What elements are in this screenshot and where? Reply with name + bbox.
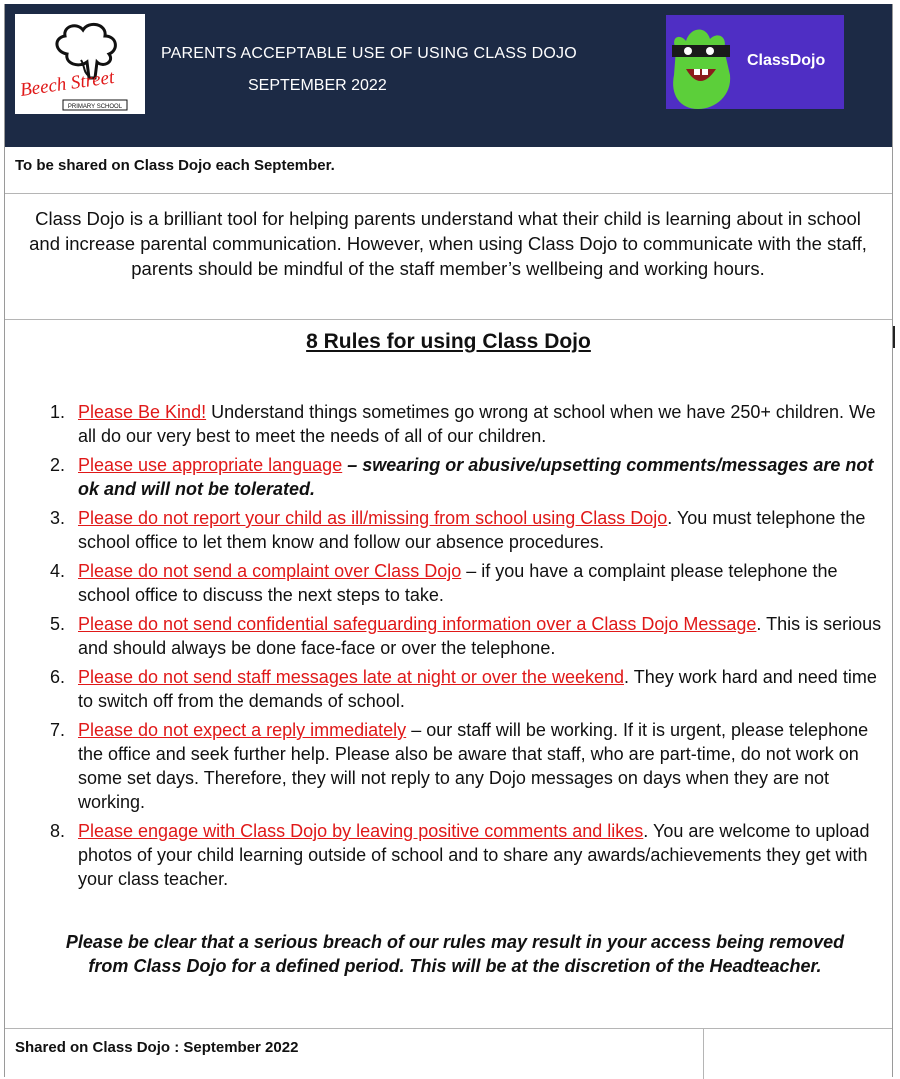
rules-list — [41, 400, 886, 896]
intro-section — [5, 194, 892, 320]
classdojo-brand-text: ClassDojo — [747, 52, 826, 69]
shared-note-row — [5, 147, 892, 194]
school-logo-name: Beech Street — [18, 66, 116, 101]
document-header — [5, 4, 892, 147]
rule-lead: Please do not send a complaint over Class Dojo — [78, 561, 462, 581]
intro-paragraph: Class Dojo is a brilliant tool for helping parents understand what their child is learning about in school and increase parental communication. However, when using Class Dojo to communicate with the staff, parents should be mindful of the staff member’s wellbeing and working hours. — [29, 208, 867, 279]
school-logo-subtitle: PRIMARY SCHOOL — [67, 104, 123, 110]
classdojo-logo — [666, 15, 844, 109]
rule-lead: Please engage with Class Dojo by leaving positive comments and likes — [78, 821, 644, 841]
rule-item — [41, 612, 886, 660]
document-date: SEPTEMBER 2022 — [248, 77, 387, 94]
rule-number: 1. — [49, 402, 65, 422]
rules-heading: 8 Rules for using Class Dojo — [306, 330, 591, 353]
rule-item — [41, 819, 886, 891]
footer-cell-divider — [703, 1029, 704, 1079]
rule-item — [41, 665, 886, 713]
rule-text: . They work hard and need time to switch off from the demands of school. — [78, 667, 877, 711]
text-cursor-icon — [893, 326, 895, 348]
rule-text: . This is serious and should always be done face-face or over the telephone. — [78, 614, 882, 658]
rule-lead: Please do not send confidential safeguarding information over a Class Dojo Message — [78, 614, 757, 634]
rule-lead: Please do not expect a reply immediately — [78, 720, 407, 740]
rule-item — [41, 453, 886, 501]
rule-number: 2. — [49, 455, 65, 475]
rule-number: 7. — [49, 720, 65, 740]
breach-warning: Please be clear that a serious breach of our rules may result in your access being removed from Class Dojo for a defined period. This will be at the discretion of the Headteacher. — [65, 932, 845, 976]
rule-text: . You must telephone the school office to let them know and follow our absence procedures. — [78, 508, 866, 552]
rule-number: 5. — [49, 614, 65, 634]
rule-item — [41, 718, 886, 814]
document-title: PARENTS ACCEPTABLE USE OF USING CLASS DOJO — [161, 45, 577, 62]
rule-number: 4. — [49, 561, 65, 581]
rule-item — [41, 400, 886, 448]
rule-text: – our staff will be working. If it is urgent, please telephone the office and seek further help. Please also be aware that staff, who are part-time, do not work on some set days. Therefore, they will not reply to any Dojo messages on days when they are not working. — [78, 720, 869, 812]
rule-number: 8. — [49, 821, 65, 841]
rule-item — [41, 506, 886, 554]
rule-lead: Please do not report your child as ill/missing from school using Class Dojo — [78, 508, 668, 528]
footer-row — [5, 1028, 892, 1079]
policy-document — [4, 4, 893, 1077]
beech-street-school-logo — [15, 14, 145, 114]
rule-number: 3. — [49, 508, 65, 528]
rule-text: Understand things sometimes go wrong at school when we have 250+ children. We all do our very best to meet the needs of all of our children. — [78, 402, 876, 446]
rule-lead: Please use appropriate language — [78, 455, 343, 475]
rule-number: 6. — [49, 667, 65, 687]
rule-text: – if you have a complaint please telephone the school office to discuss the next steps to take. — [78, 561, 838, 605]
rule-lead: Please do not send staff messages late at night or over the weekend — [78, 667, 625, 687]
rule-text: . You are welcome to upload photos of your child learning outside of school and to share any awards/achievements they get with your class teacher. — [78, 821, 870, 889]
rule-emphasis: – swearing or abusive/upsetting comments/messages are not ok and will not be tolerated. — [78, 455, 874, 499]
rule-lead: Please Be Kind! — [78, 402, 207, 422]
footer-shared-date: Shared on Class Dojo : September 2022 — [15, 1039, 299, 1056]
rule-item — [41, 559, 886, 607]
shared-note: To be shared on Class Dojo each September. — [15, 157, 335, 174]
